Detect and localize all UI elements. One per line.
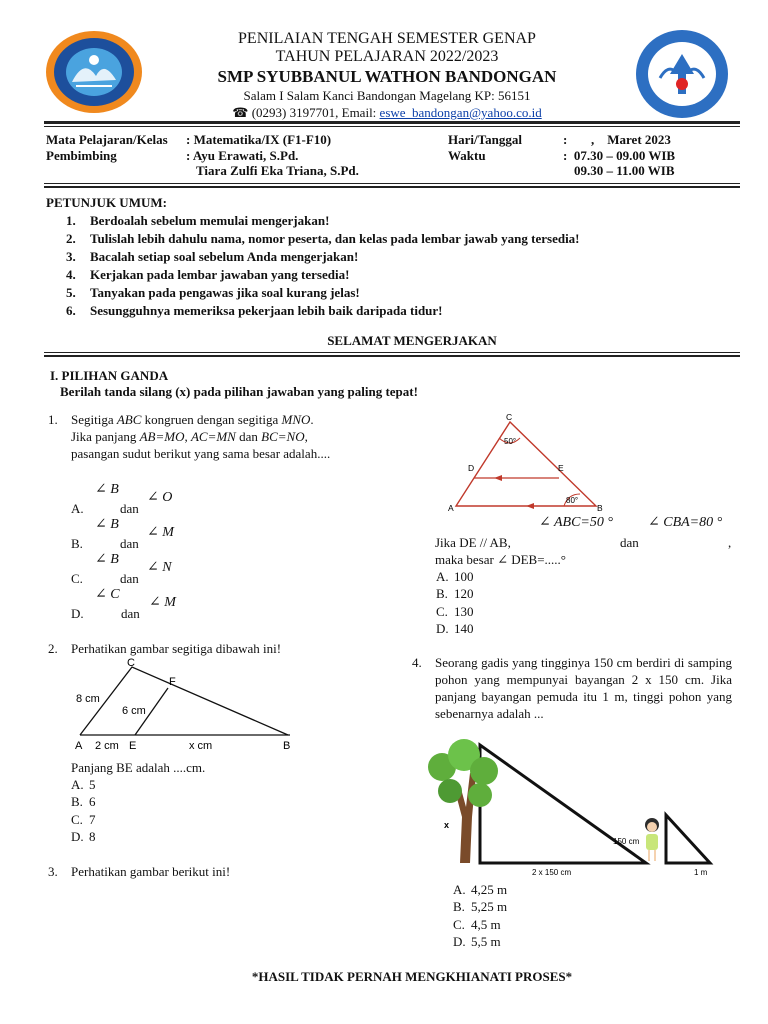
section-subtitle: Berilah tanda silang (x) pada pilihan jawaban yang paling tepat!: [60, 384, 418, 399]
q4-number: 4.: [412, 655, 422, 670]
q1-prompt: pasangan sudut berikut yang sama besar adalah....: [71, 446, 331, 461]
option-value: 120: [454, 586, 474, 602]
q4-tree-shadow: 2 x 150 cm: [532, 868, 572, 877]
advisor-2: Tiara Zulfi Eka Triana, S.Pd.: [196, 163, 359, 178]
q2-label-f: F: [169, 676, 176, 688]
q3-label-e: E: [558, 463, 564, 473]
option-connector: dan: [120, 571, 139, 586]
day-colon: :: [563, 132, 568, 147]
q3-number: 3.: [48, 864, 58, 879]
option-letter: D.: [436, 620, 449, 636]
q1-options: [71, 480, 271, 620]
header-rule-thick: [44, 121, 740, 124]
answer-option[interactable]: [71, 828, 96, 845]
answer-option[interactable]: [436, 568, 474, 585]
option-letter: A.: [71, 777, 84, 792]
greeting: SELAMAT MENGERJAKAN: [327, 333, 497, 348]
q1-text-a: Segitiga: [71, 412, 117, 427]
tut-wuri-logo: [634, 28, 730, 120]
q3-figure: [434, 408, 612, 514]
q3-label-a: A: [448, 503, 454, 513]
instruction-item: [46, 266, 746, 284]
q4-text: Seorang gadis yang tingginya 150 cm berdiri di samping pohon yang mempunyai bayangan 2 x 150 cm. Jika panjang bayangan pemuda itu 1 m, tinggi pohon yang sebenarnya adalah ...: [435, 655, 732, 721]
instruction-number: 6.: [66, 303, 76, 318]
q2-len-6: 6 cm: [122, 705, 146, 717]
option-letter: D.: [453, 933, 466, 949]
option-angle-2: ∠ N: [147, 560, 172, 575]
q3-line-1b: dan: [620, 535, 639, 550]
option-value: 5: [89, 777, 96, 792]
option-letter: A.: [71, 501, 84, 516]
q4-options: [453, 881, 507, 950]
q3-label-d: D: [468, 463, 475, 473]
school-contact: [150, 104, 624, 121]
question-1: 1. Segitiga ABC kongruen dengan segitiga MNO. Jika panjang AB=MO, AC=MN dan BC=NO, pasangan sudut berikut yang sama besar adalah....: [48, 411, 370, 462]
q1-eq2: AC=MN: [190, 429, 236, 444]
answer-option[interactable]: [71, 776, 96, 793]
day-value: , Maret 2023: [591, 132, 671, 147]
phone-info: ☎ (0293) 3197701, Email:: [232, 105, 380, 120]
q3-label-b: B: [597, 503, 603, 513]
option-value: 5,25 m: [471, 899, 508, 915]
option-letter: B.: [453, 899, 465, 915]
q2-label-b: B: [283, 740, 291, 752]
q4-girl-height: 150 cm: [613, 837, 640, 846]
exam-title: PENILAIAN TENGAH SEMESTER GENAP: [238, 30, 536, 47]
instruction-item: [46, 302, 746, 320]
q4-girl-shadow: 1 m: [694, 868, 708, 877]
option-letter: C.: [71, 811, 83, 827]
option-value: 140: [454, 620, 474, 636]
instruction-number: 4.: [66, 267, 76, 282]
advisor-1: : Ayu Erawati, S.Pd.: [186, 148, 299, 163]
subject-label: Mata Pelajaran/Kelas: [46, 132, 168, 147]
option-angle-1: ∠ C: [95, 587, 120, 602]
option-letter: A.: [453, 882, 466, 897]
q2-len-8: 8 cm: [76, 693, 100, 705]
q2-number: 2.: [48, 641, 58, 656]
option-value: 5,5 m: [471, 933, 501, 949]
section-title: I. PILIHAN GANDA: [50, 368, 169, 383]
q3-line-1c: ,: [728, 535, 732, 550]
option-angle-1: ∠ B: [95, 482, 119, 497]
option-angle-1: ∠ B: [95, 552, 119, 567]
instruction-text: Tulislah lebih dahulu nama, nomor peserta, dan kelas pada lembar jawab yang tersedia!: [90, 231, 580, 246]
q3-text: Perhatikan gambar berikut ini!: [71, 864, 231, 879]
option-letter: D.: [71, 828, 84, 844]
instruction-number: 1.: [66, 213, 76, 228]
instruction-item: [46, 230, 746, 248]
option-connector: dan: [120, 501, 139, 516]
instruction-text: Sesungguhnya memeriksa pekerjaan lebih baik daripada tidur!: [90, 303, 443, 318]
q1-eq1: AB=MO: [139, 429, 185, 444]
option-letter: C.: [71, 571, 83, 586]
answer-option[interactable]: [436, 603, 474, 620]
option-value: 100: [454, 569, 474, 584]
q2-len-x: x cm: [189, 740, 213, 752]
option-angle-1: ∠ B: [95, 517, 119, 532]
option-value: 130: [454, 603, 474, 619]
section-rule-thin: [44, 352, 740, 353]
answer-option[interactable]: [453, 933, 507, 950]
time-2: 09.30 – 11.00 WIB: [574, 163, 675, 178]
email-link[interactable]: eswe_bandongan@yahoo.co.id: [379, 105, 542, 120]
q3-line-2: maka besar ∠ DEB=.....°: [435, 552, 567, 567]
instruction-item: [46, 248, 746, 266]
advisor-label: Pembimbing: [46, 148, 117, 163]
option-letter: B.: [436, 586, 448, 602]
q1-number: 1.: [48, 412, 58, 427]
option-angle-2: ∠ M: [147, 525, 174, 540]
q1-text-b: kongruen dengan segitiga: [141, 412, 282, 427]
instruction-number: 2.: [66, 231, 76, 246]
day-label: Hari/Tanggal: [448, 132, 522, 147]
q1-abc: ABC: [116, 412, 142, 427]
q2-figure: [68, 655, 300, 755]
q2-len-2: 2 cm: [95, 740, 119, 752]
q1-eq3: BC=NO: [261, 429, 305, 444]
answer-option[interactable]: [453, 916, 507, 933]
answer-option[interactable]: [71, 793, 96, 810]
instructions-list: [46, 212, 746, 320]
time-1: : 07.30 – 09.00 WIB: [563, 148, 676, 163]
answer-option[interactable]: [436, 620, 474, 637]
q2-label-e: E: [129, 740, 137, 752]
option-letter: C.: [436, 603, 448, 619]
instruction-text: Tanyakan pada pengawas jika soal kurang jelas!: [90, 285, 360, 300]
q3-options: [436, 568, 474, 637]
answer-option[interactable]: [436, 585, 474, 602]
q2-text: Perhatikan gambar segitiga dibawah ini!: [71, 641, 282, 656]
instructions-title: PETUNJUK UMUM:: [46, 195, 167, 210]
instruction-item: [46, 212, 746, 230]
q2-label-a: A: [75, 740, 83, 752]
instruction-number: 3.: [66, 249, 76, 264]
option-value: 6: [89, 794, 96, 810]
option-angle-2: ∠ O: [147, 490, 173, 505]
option-connector: dan: [120, 536, 139, 551]
school-logo-left: [44, 30, 144, 114]
q3-cond-2: ∠ CBA=80 °: [648, 515, 723, 530]
option-connector: dan: [121, 606, 140, 621]
info-rule-thin: [44, 183, 740, 184]
question-4: [412, 654, 732, 722]
option-angle-2: ∠ M: [149, 595, 176, 610]
q3-angle-50: 50°: [504, 437, 517, 446]
time-label: Waktu: [448, 148, 486, 163]
option-letter: B.: [71, 794, 83, 810]
q3-label-c: C: [506, 412, 513, 422]
option-value: 4,5 m: [471, 916, 501, 932]
option-letter: C.: [453, 916, 465, 932]
q2-question: Panjang BE adalah ....cm.: [71, 760, 206, 775]
instruction-number: 5.: [66, 285, 76, 300]
instruction-text: Bacalah setiap soal sebelum Anda mengerjakan!: [90, 249, 359, 264]
subject-value: : Matematika/IX (F1-F10): [186, 132, 332, 147]
footer-motto: *HASIL TIDAK PERNAH MENGKHIANATI PROSES*: [251, 969, 573, 984]
option-value: 4,25 m: [471, 882, 508, 897]
q2-options: [71, 776, 96, 845]
school-address: Salam I Salam Kanci Bandongan Magelang KP: 56151: [243, 88, 531, 103]
school-name: SMP SYUBBANUL WATHON BANDONGAN: [217, 67, 557, 86]
q4-figure: [420, 737, 740, 877]
info-rule-thick: [44, 186, 740, 188]
section-rule-thick: [44, 355, 740, 357]
instruction-item: [46, 284, 746, 302]
option-value: 7: [89, 811, 96, 827]
academic-year: TAHUN PELAJARAN 2022/2023: [275, 48, 499, 65]
answer-option[interactable]: [453, 881, 507, 898]
answer-option[interactable]: [453, 898, 507, 915]
header-rule-thin: [44, 126, 740, 127]
q1-mno: MNO: [281, 412, 311, 427]
option-letter: A.: [436, 569, 449, 584]
q4-label-x: x: [444, 820, 450, 830]
q2-label-c: C: [127, 657, 135, 669]
answer-option[interactable]: [71, 811, 96, 828]
q3-line-1a: Jika DE // AB,: [435, 535, 511, 550]
q3-cond-1: ∠ ABC=50 °: [539, 515, 613, 530]
q3-angle-80: 80°: [566, 496, 579, 505]
option-value: 8: [89, 828, 96, 844]
option-letter: D.: [71, 606, 84, 621]
instruction-text: Berdoalah sebelum memulai mengerjakan!: [90, 213, 330, 228]
instruction-text: Kerjakan pada lembar jawaban yang tersedia!: [90, 267, 350, 282]
option-letter: B.: [71, 536, 83, 551]
